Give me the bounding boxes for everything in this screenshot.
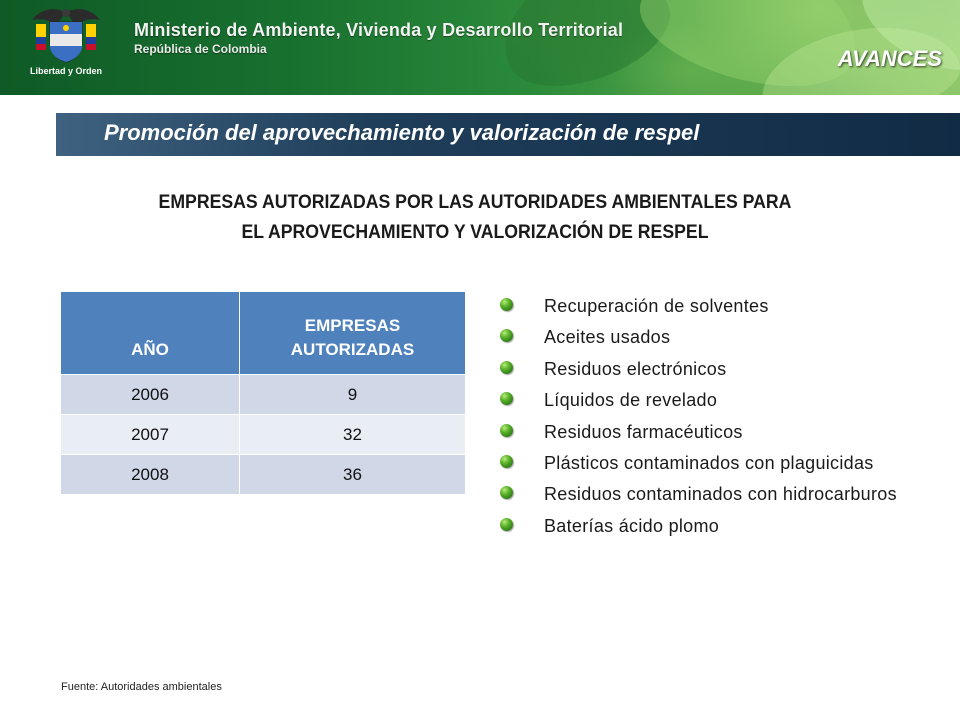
logo-caption: Libertad y Orden xyxy=(29,66,102,76)
cell-companies: 36 xyxy=(240,455,466,495)
list-item xyxy=(497,326,937,348)
page-heading-line: EMPRESAS AUTORIZADAS POR LAS AUTORIDADES AMBIENTALES PARA xyxy=(158,192,792,213)
cell-year: 2008 xyxy=(61,455,240,495)
green-ball-bullet-icon xyxy=(500,361,513,374)
list-item-text: Líquidos de revelado xyxy=(544,390,718,411)
ministry-title: Ministerio de Ambiente, Vivienda y Desarrollo Territorial xyxy=(134,20,624,40)
section-title-bar xyxy=(56,113,960,156)
green-ball-bullet-icon xyxy=(500,424,513,437)
section-title: Promoción del aprovechamiento y valorización de respel xyxy=(104,120,700,145)
authorized-companies-table xyxy=(60,291,466,495)
list-item-text: Residuos electrónicos xyxy=(544,358,727,379)
column-header-companies: EMPRESAS AUTORIZADAS xyxy=(240,292,466,375)
list-item-text: Aceites usados xyxy=(544,327,671,348)
green-ball-bullet-icon xyxy=(500,298,513,311)
cell-year: 2006 xyxy=(61,375,240,415)
list-item-text: Recuperación de solventes xyxy=(544,296,769,316)
list-item xyxy=(497,452,937,474)
column-header-year: AÑO xyxy=(61,292,240,375)
list-item xyxy=(497,515,937,537)
coat-of-arms-icon xyxy=(12,4,120,66)
header-banner xyxy=(0,0,960,95)
green-ball-bullet-icon xyxy=(500,329,513,342)
coat-of-arms-logo xyxy=(12,4,120,88)
list-item-text: Residuos farmacéuticos xyxy=(544,421,743,442)
green-ball-bullet-icon xyxy=(500,518,513,531)
list-item-text: Residuos contaminados con hidrocarburos xyxy=(544,484,897,505)
cell-year: 2007 xyxy=(61,415,240,455)
list-item-text: Plásticos contaminados con plaguicidas xyxy=(544,452,874,473)
list-item xyxy=(497,389,937,411)
table-header-row xyxy=(61,292,466,375)
table-row xyxy=(61,455,466,495)
list-item xyxy=(497,358,937,380)
cell-companies: 9 xyxy=(240,375,466,415)
page-heading xyxy=(70,188,879,248)
green-ball-bullet-icon xyxy=(500,455,513,468)
section-tag: AVANCES xyxy=(837,46,942,71)
cell-companies: 32 xyxy=(240,415,466,455)
list-item-text: Baterías ácido plomo xyxy=(544,515,720,536)
table-row xyxy=(61,415,466,455)
ministry-subtitle: República de Colombia xyxy=(134,42,267,56)
green-ball-bullet-icon xyxy=(500,486,513,499)
waste-types-list xyxy=(497,295,937,546)
list-item xyxy=(497,483,937,505)
green-ball-bullet-icon xyxy=(500,392,513,405)
page-heading-line: EL APROVECHAMIENTO Y VALORIZACIÓN DE RESPEL xyxy=(241,222,709,243)
table-row xyxy=(61,375,466,415)
source-note: Fuente: Autoridades ambientales xyxy=(61,681,222,693)
list-item xyxy=(497,295,937,317)
list-item xyxy=(497,421,937,443)
